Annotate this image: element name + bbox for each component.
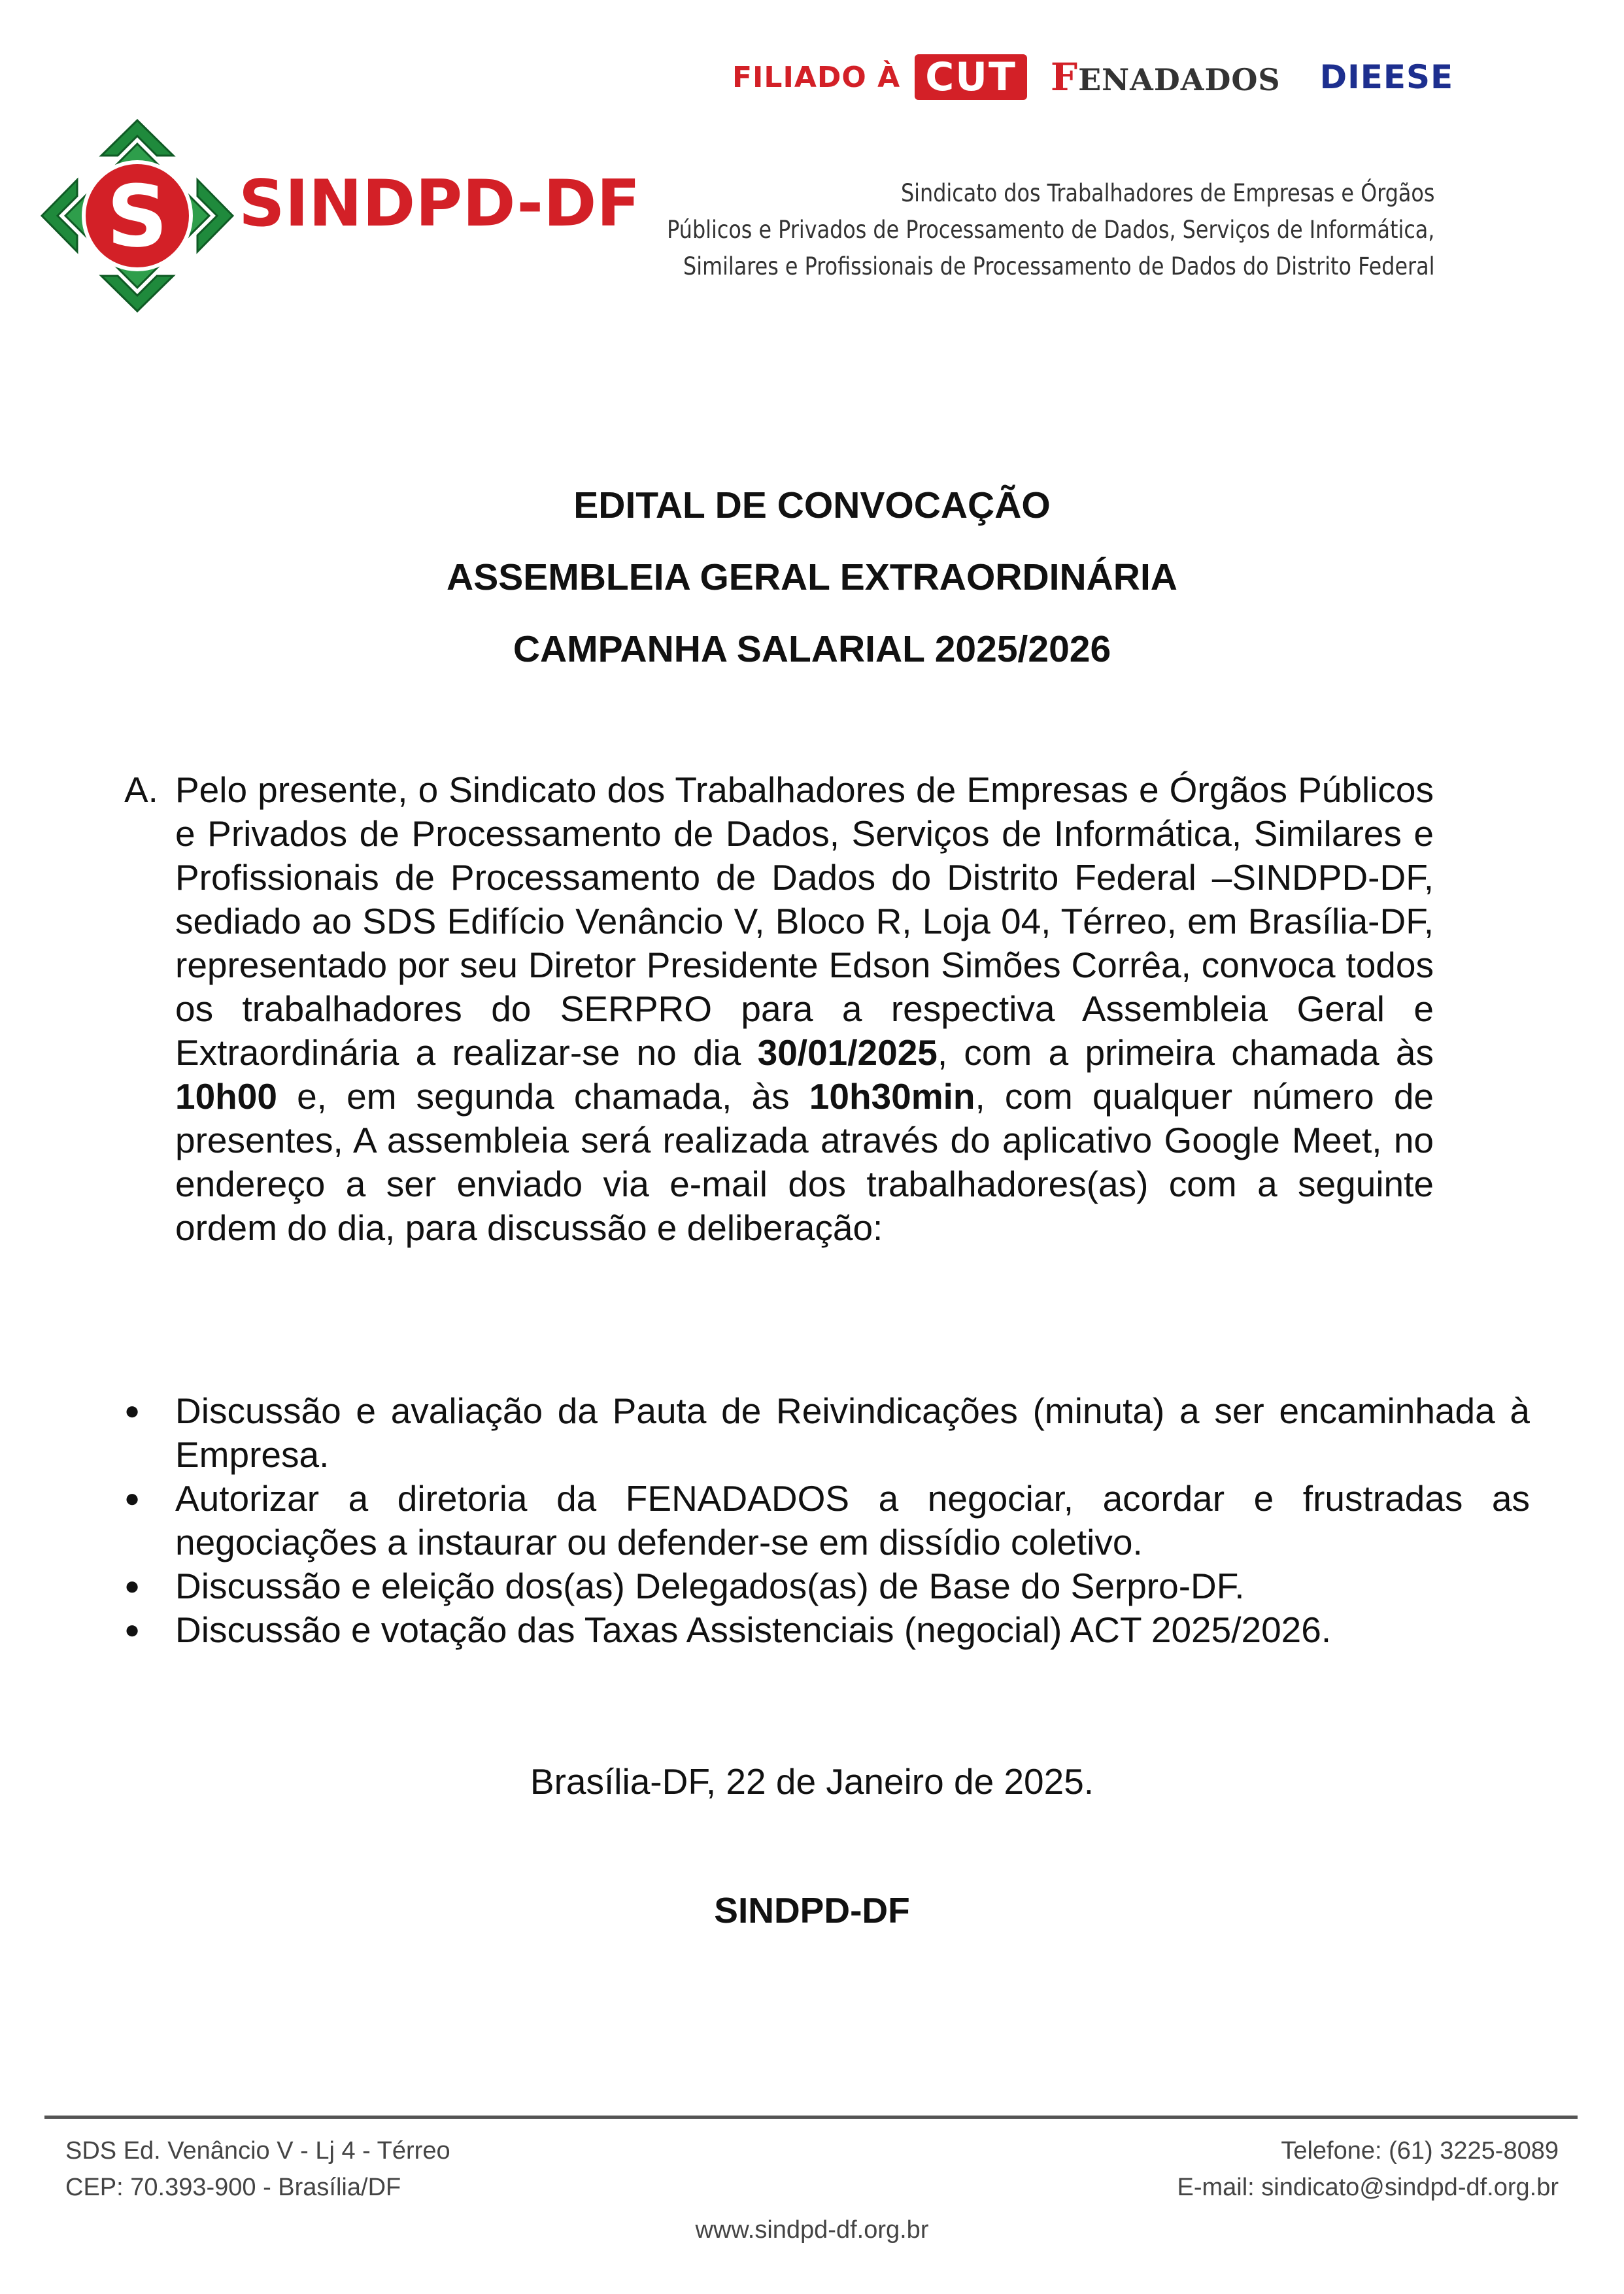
doc-title: EDITAL DE CONVOCAÇÃO: [573, 484, 1051, 526]
union-description: [667, 175, 1434, 285]
agenda-list: [124, 1389, 1530, 1652]
footer-address-line: SDS Ed. Venâncio V - Lj 4 - Térreo: [65, 2137, 450, 2165]
cut-logo: CUT: [915, 54, 1027, 100]
dieese-logo: DIEESE: [1319, 58, 1454, 96]
footer-contact: [1177, 2133, 1559, 2206]
footer-address-line: CEP: 70.393-900 - Brasília/DF: [65, 2174, 401, 2201]
doc-campaign: CAMPANHA SALARIAL 2025/2026: [513, 628, 1111, 670]
union-description-line: Similares e Profissionais de Processamento de Dados do Distrito Federal: [683, 252, 1434, 280]
fenadados-logo-text: ENADADOS: [1078, 62, 1281, 97]
paragraph-text: , com a primeira chamada às: [937, 1032, 1434, 1073]
svg-text:S: S: [107, 167, 168, 266]
agenda-item: ● Discussão e avaliação da Pauta de Reivindicações (minuta) a ser encaminhada à Empresa.: [124, 1389, 1530, 1477]
doc-subtitle: ASSEMBLEIA GERAL EXTRAORDINÁRIA: [447, 556, 1177, 598]
paragraph-text: , com qualquer número de presentes, A assembleia será realizada através do aplicativo Google Meet, no endereço a ser enviado via e-mail dos trabalhadores(as) com a seguinte ordem do dia, para discussão e deliberação:: [175, 1076, 1434, 1248]
paragraph-text: Pelo presente, o Sindicato dos Trabalhadores de Empresas e Órgãos Públicos e Privados de Processamento de Dados, Serviços de Informática, Similares e Profissionais de Processamento de Dados do Distrito Federal –SINDPD-DF, sediado ao SDS Edifício Venâncio V, Bloco R, Loja 04, Térreo, em Brasília-DF, representado por seu Diretor Presidente Edson Simões Corrêa, convoca todos os trabalhadores do SERPRO para a respectiva Assembleia Geral e Extraordinária a realizar-se no dia: [175, 769, 1434, 1073]
signature: SINDPD-DF: [714, 1890, 910, 1931]
fenadados-logo-initial: F: [1050, 55, 1079, 99]
convocation-paragraph: [175, 768, 1434, 1250]
agenda-item: ● Discussão e votação das Taxas Assistenciais (negocial) ACT 2025/2026.: [124, 1608, 1530, 1652]
footer-address: [65, 2133, 450, 2206]
footer-divider: [44, 2116, 1578, 2119]
affiliation-label: FILIADO À: [732, 60, 901, 94]
place-date: Brasília-DF, 22 de Janeiro de 2025.: [530, 1761, 1094, 1802]
affiliation-bar: [732, 51, 1453, 103]
footer-website: www.sindpd-df.org.br: [695, 2216, 929, 2244]
union-description-line: Públicos e Privados de Processamento de Dados, Serviços de Informática,: [666, 216, 1434, 244]
paragraph-marker: A.: [124, 769, 158, 810]
paragraph-text: e, em segunda chamada, às: [277, 1076, 809, 1117]
union-description-line: Sindicato dos Trabalhadores de Empresas e Órgãos: [900, 179, 1434, 207]
brand-name: SINDPD-DF: [239, 167, 641, 241]
fenadados-logo: [1051, 55, 1281, 99]
sindpd-emblem-icon: [39, 118, 235, 314]
second-call-time: 10h30min: [809, 1076, 975, 1117]
footer-phone: Telefone: (61) 3225-8089: [1281, 2137, 1559, 2165]
footer-email: E-mail: sindicato@sindpd-df.org.br: [1177, 2174, 1559, 2201]
agenda-item: ● Autorizar a diretoria da FENADADOS a negociar, acordar e frustradas as negociações a instaurar ou defender-se em dissídio coletivo.: [124, 1477, 1530, 1564]
agenda-item: ● Discussão e eleição dos(as) Delegados(as) de Base do Serpro-DF.: [124, 1564, 1530, 1608]
first-call-time: 10h00: [175, 1076, 277, 1117]
assembly-date: 30/01/2025: [757, 1032, 938, 1073]
